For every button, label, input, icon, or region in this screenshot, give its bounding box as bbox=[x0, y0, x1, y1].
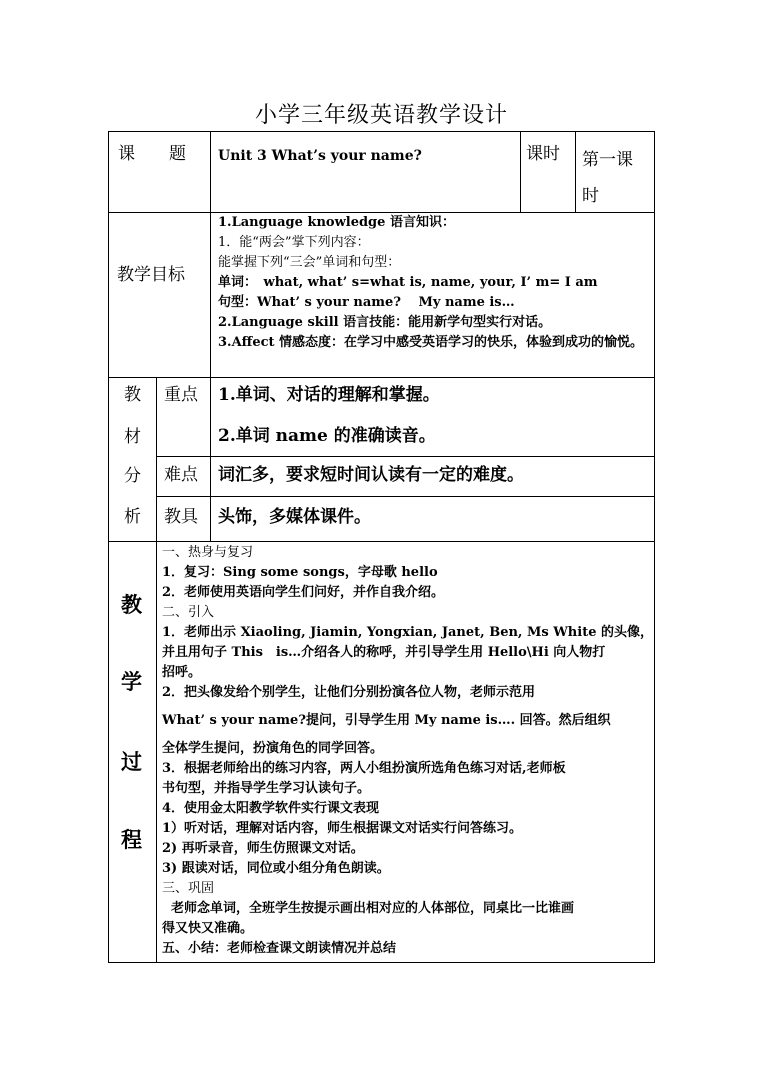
process-label-char: 程 bbox=[121, 827, 142, 852]
tools-text: 头饰，多媒体课件。 bbox=[218, 507, 371, 527]
process-line: 2) 再听录音，师生仿照课文对话。 bbox=[162, 841, 364, 856]
page-title: 小学三年级英语教学设计 bbox=[254, 103, 508, 128]
analysis-label-char: 析 bbox=[124, 507, 141, 527]
process-label-char: 教 bbox=[121, 592, 142, 617]
process-line: 三、巩固 bbox=[162, 881, 215, 896]
process-line: 一、热身与复习 bbox=[162, 545, 254, 560]
objective-line: 1．能“两会”掌下列内容： bbox=[218, 235, 370, 250]
process-line: 4．使用金太阳教学软件实行课文表现 bbox=[162, 801, 380, 816]
process-line: 1）听对话，理解对话内容，师生根据课文对话实行问答练习。 bbox=[162, 821, 523, 836]
key-point-line: 1.单词、对话的理解和掌握。 bbox=[218, 385, 440, 405]
key-points-label: 重点 bbox=[164, 385, 198, 405]
process-line: 2．老师使用英语向学生们问好，并作自我介绍。 bbox=[162, 585, 445, 600]
process-line: 并且用句子 This is…介绍各人的称呼，并引导学生用 Hello\Hi 向人物打 bbox=[162, 645, 606, 660]
topic-value: Unit 3 What’s your name? bbox=[218, 148, 422, 164]
process-content bbox=[162, 543, 652, 959]
process-line: 五、小结：老师检查课文朗读情况并总结 bbox=[162, 941, 397, 956]
period-label: 课时 bbox=[526, 144, 560, 164]
difficulty-label: 难点 bbox=[164, 465, 198, 485]
process-line: 老师念单词，全班学生按提示画出相对应的人体部位，同桌比一比谁画 bbox=[162, 901, 575, 916]
process-line: 3) 跟读对话，同位或小组分角色朗读。 bbox=[162, 861, 390, 876]
process-label-char: 学 bbox=[121, 669, 142, 694]
difficulty-text: 词汇多，要求短时间认读有一定的难度。 bbox=[218, 465, 524, 485]
process-line: 二、引入 bbox=[162, 605, 215, 620]
topic-label: 课 题 bbox=[118, 144, 186, 164]
objectives-content bbox=[218, 213, 650, 353]
period-value: 第一课时 bbox=[582, 150, 633, 206]
objectives-label: 教学目标 bbox=[117, 265, 185, 285]
process-label-char: 过 bbox=[121, 749, 142, 774]
objective-line: 2.Language skill 语言技能：能用新学句型实行对话。 bbox=[218, 315, 552, 330]
process-line: 3．根据老师给出的练习内容，两人小组扮演所选角色练习对话,老师板 bbox=[162, 761, 566, 776]
objective-line: 句型：What’ s your name? My name is… bbox=[218, 295, 515, 310]
objective-line: 1.Language knowledge 语言知识： bbox=[218, 215, 455, 230]
process-line: 全体学生提问，扮演角色的同学回答。 bbox=[162, 741, 384, 756]
process-line: 书句型，并指导学生学习认读句子。 bbox=[162, 781, 371, 796]
process-line: 1．复习：Sing some songs，字母歌 hello bbox=[162, 565, 438, 580]
process-line: 1．老师出示 Xiaoling, Jiamin, Yongxian, Janet, Ben, Ms White 的头像， bbox=[162, 625, 653, 640]
process-line: 2．把头像发给个别学生，让他们分别扮演各位人物，老师示范用 bbox=[162, 685, 536, 700]
process-line: 招呼。 bbox=[162, 665, 202, 680]
process-line: 得又快又准确。 bbox=[162, 921, 254, 936]
analysis-label-char: 分 bbox=[124, 466, 141, 486]
process-line: What’ s your name?提问，引导学生用 My name is…. 回答。然后组织 bbox=[162, 713, 611, 728]
objective-line: 3.Affect 情感态度：在学习中感受英语学习的快乐，体验到成功的愉悦。 bbox=[218, 335, 644, 350]
analysis-label-char: 教 bbox=[124, 385, 141, 405]
key-point-line: 2.单词 name 的准确读音。 bbox=[218, 426, 436, 446]
analysis-label-char: 材 bbox=[124, 427, 141, 447]
objective-line: 单词： what, what’ s=what is, name, your, I’ m= I am bbox=[218, 275, 598, 290]
objective-line: 能掌握下列“三会”单词和句型： bbox=[218, 255, 401, 270]
tools-label: 教具 bbox=[164, 507, 198, 527]
